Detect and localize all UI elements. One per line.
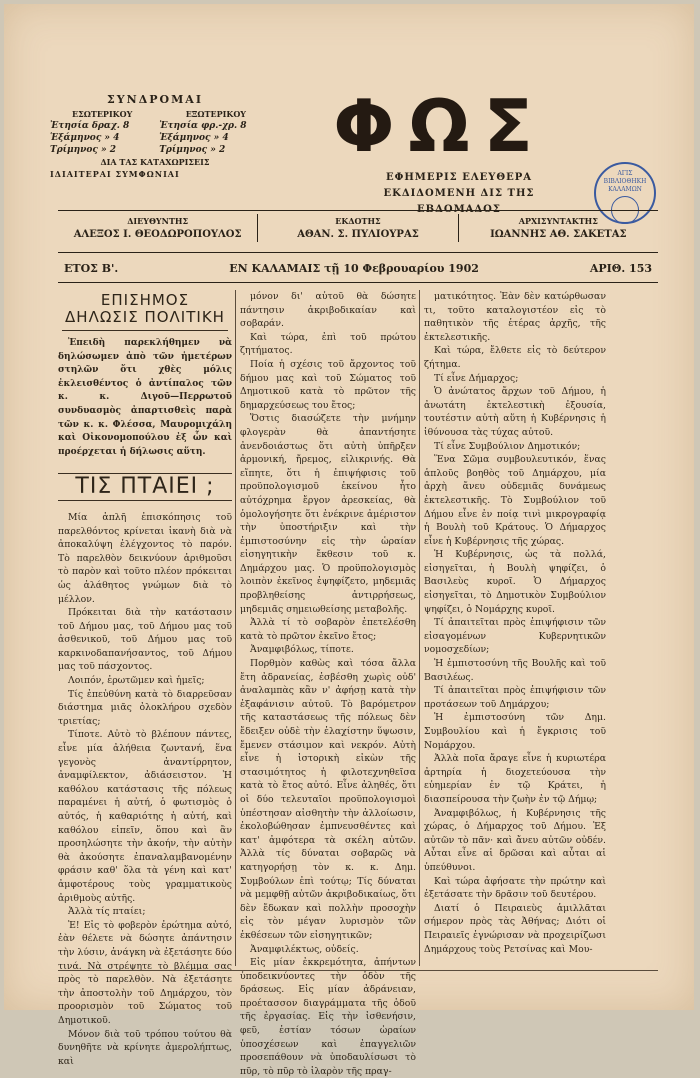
paragraph: ματικότητος. Ἐὰν δὲν κατώρθωσαν τι, τοῦτο καταλογιστέον εἰς τὸ παθητικὸν τῆς ἑτέρας ἀρχῆς, τῆς ἐκτελεστικῆς.: [424, 291, 606, 343]
divider: [58, 210, 658, 211]
divider: [58, 970, 658, 971]
paragraph: Ἀναμφιβόλως, τίποτε.: [250, 644, 354, 656]
paragraph: Καὶ τώρα, ἔλθετε εἰς τὸ δεύτερον ζήτημα.: [424, 345, 606, 370]
paragraph: Τί ἀπαιτεῖται πρὸς ἐπιψήφισιν τῶν προτάσεων τοῦ Δημάρχου;: [424, 685, 606, 710]
column-3: [424, 290, 606, 990]
subscription-row: Τρίμηνος » 2 Τρίμηνος » 2: [50, 145, 226, 155]
newspaper-page: [4, 4, 694, 1077]
issue-place-date: ΕΝ ΚΑΛΑΜΑΙΣ τῇ 10 Φεβρουαρίου 1902: [229, 262, 479, 275]
paragraph: Ἀναμφιλέκτως, οὐδείς.: [250, 943, 359, 955]
column-divider: [235, 290, 236, 966]
paragraph: Μία ἁπλῆ ἐπισκόπησις τοῦ παρελθόντος κρίνεται ἱκανὴ διὰ νὰ ἀποκαλύψη ἐλέγχοντος τὸ παρόν. Τὸ παρελθὸν δεικνύουν ἀριθμοῦσι τὸ παρὸν καὶ τοῦτο πλέον πρόκειται ὡς ἀλάθητος γνώμων διὰ τὸ μέλλον.: [58, 511, 232, 605]
issue-number: ΑΡΙΘ. 153: [589, 262, 652, 275]
masthead-subtitle: ΕΦΗΜΕΡΙΣ ΕΛΕΥΘΕΡΑ ΕΚΔΙΔΟΜΕΝΗ ΔΙΣ ΤΗΣ ΕΒΔΟΜΑΔΟΣ: [383, 172, 535, 215]
paragraph: Καὶ τώρα ἀφήσατε τὴν πρώτην καὶ ἐξετάσατε τὴν δρᾶσιν τοῦ δευτέρου.: [424, 875, 606, 901]
paragraph: μόνον δι' αὐτοῦ θὰ δώσητε πάντησιν ἀκριβοδικαίαν καὶ σοβαράν.: [240, 291, 416, 330]
column-divider: [419, 290, 420, 966]
subscriptions-title: ΣΥΝΔΡΟΜΑΙ: [107, 93, 203, 106]
column-2: [240, 290, 416, 1077]
paragraph: Ποία ἡ σχέσις τοῦ ἄρχοντος τοῦ δήμου μας καὶ τοῦ Σώματος τοῦ Δημοτικοῦ κατὰ τὸ πρῶτον τῆς δημαρχεύσεως του ἔτος;: [240, 358, 416, 411]
subscriptions-box: [50, 94, 260, 180]
paragraph: Ἡ ἐμπιστοσύνη τῆς Βουλῆς καὶ τοῦ Βασιλέως.: [424, 658, 606, 683]
paragraph: Εἰς μίαν ἐκκρεμότητα, ἀπήντων ὑποδεικνύοντες τὴν ὁδὸν τῆς δράσεως. Εἰς μίαν ἀδράνειαν, προέτασσον διαγράμματα τῆς ὁδοῦ τῆς ἐργασίας. Εἰς τὴν ἰσθενήσιν, φεῦ, ἐστίαν τόσων ὡραίων ὑποσχέσεων καὶ ἐπαγγελιῶν προσεπάθουν νὰ ὑποδαυλίσωσι τὸ πῦρ, τὸ πῦρ τὸ ἱλαρὸν τῆς πραγ-: [240, 957, 416, 1077]
subscriptions-header-right: ΕΞΩΤΕΡΙΚΟΥ: [185, 109, 246, 119]
paragraph: Τί εἶνε Συμβούλιον Δημοτικόν;: [434, 440, 581, 452]
issue-year: ΕΤΟΣ Β'.: [64, 262, 119, 275]
paragraph: Τίς ἐπεὐθύνη κατὰ τὸ διαρρεῦσαν διάστημα μιᾶς ὀλοκλήρου σχεδὸν τριετίας;: [58, 688, 232, 727]
paragraph: Μόνον διὰ τοῦ τρόπου τούτου θὰ δυνηθῆτε νὰ κρίνητε ἀμερολήπτως, καὶ: [58, 1028, 232, 1067]
paragraph: Ὅστις διασώζετε τὴν μνήμην φλογερὰν θὰ ἀπαντήσητε ἀνενδοιάστως ὅτι αὐτὴ ὑπῆρξεν ἀρμονική, ἤρεμος, εἰλικρινής. Θὰ εἴπητε, ὅτι ἡ ἐπιψήφισις τοῦ προϋπολογισμοῦ ἐκείνου ἦτο αὐτόχρημα ἔργον ἀρεσκείας, θὰ ὁμολογήσητε ὅτι ἐνέκρινε ἀμέριστον τὴν ὑποστήριξιν καὶ τὴν ἐμπιστοσύνην εἰς τὴν ὡραίαν εἰσηγητικὴν ἔκθεσιν τοῦ κ. Δημάρχου μας. Ὁ προϋπολογισμὸς λοιπὸν ἐκεῖνος ἐψηφίζετο, μηδεμιᾶς προβληθείσης ἀντιρρήσεως, μηδεμιᾶς σημειωθείσης μεταβολῆς.: [240, 413, 416, 615]
library-stamp: ΑΓΙΣ ΒΙΒΛΙΟΘΗΚΗ ΚΑΛΑΜΩΝ: [594, 162, 656, 224]
dateline: [58, 262, 658, 275]
paragraph: Διατί ὁ Πειραιεὺς ἁμιλλᾶται σήμερον πρὸς τὰς Ἀθήνας; Διότι οἱ Πειραιεῖς ἐγνώρισαν νὰ προχειρίζωσι Δημάρχους τοὺς Ρετσίνας καὶ Μου-: [424, 902, 606, 955]
paragraph: Ἀλλὰ τί τὸ σοβαρὸν ἐπετελέσθη κατὰ τὸ πρῶτον ἐκεῖνο ἔτος;: [240, 617, 416, 642]
paragraph: Ἐ! Εἰς τὸ φοβερὸν ἐρώτημα αὐτό, ἐὰν θέλετε νὰ δώσητε ἀπάντησιν τὴν λύσιν, ἀνάγκη νὰ ἐξετάσητε δύο τινά. Νὰ στρέψητε τὸ βλέμμα σας πρὸς τὸ παρελθὸν. Νὰ ἐξετάσητε τὴν ἀποστολὴν τοῦ Δημάρχου, τὸν προορισμὸν τοῦ Σώματος τοῦ Δημοτικοῦ.: [58, 919, 232, 1026]
divider: [58, 252, 658, 253]
column-1: [58, 290, 232, 1067]
paragraph: Ὁ ἀνώτατος ἄρχων τοῦ Δήμου, ἡ ἀνωτάτη ἐκτελεστικὴ ἐξουσία, τουτέστιν αὐτὴ αὕτη ἡ Κυβέρνησις ἡ ἰθύνουσα τὰς τύχας αὐτοῦ.: [424, 386, 606, 438]
subscription-row: Ἑξάμηνος » 4 Ἑξάμηνος » 4: [50, 133, 229, 143]
paragraph: Ἀλλὰ ποῖα ἄραγε εἶνε ἡ κυριωτέρα ἀρτηρία ἡ διοχετεύουσα τὴν εὐημερίαν ἐν τῷ Κράτει, ἡ διασπείρουσα τὴν ζωὴν ἐν τῷ Δήμῳ;: [424, 753, 606, 805]
staff-publisher: ΕΚΔΟΤΗΣ ΑΘΑΝ. Σ. ΠΥΛΙΟΥΡΑΣ: [257, 214, 457, 242]
staff-editor: ΑΡΧΙΣΥΝΤΑΚΤΗΣ ΙΩΑΝΝΗΣ ΑΘ. ΣΑΚΕΤΑΣ: [458, 214, 658, 242]
masthead-title: ΦΩΣ: [333, 84, 547, 168]
article-heading: ΕΠΙΣΗΜΟΣ ΔΗΛΩΣΙΣ ΠΟΛΙΤΙΚΗ: [62, 290, 228, 331]
article-heading: ΤΙΣ ΠΤΑΙΕΙ ;: [58, 473, 232, 501]
staff-director: ΔΙΕΥΘΥΝΤΗΣ ΑΛΕΞΟΣ Ι. ΘΕΟΔΩΡΟΠΟΥΛΟΣ: [73, 216, 242, 240]
article-lead: Ἐπειδὴ παρεκλήθημεν νὰ δηλώσωμεν ἀπὸ τῶν ἡμετέρων στηλῶν ὅτι χθὲς μόλις ἐκλεισθέντος ὁ ἀντίπαλος τῶν κ. κ. Διγοῦ—Περρωτοῦ συνδυασμὸς ἀπαρτισθεὶς παρὰ τῶν κ. κ. Φλέσσα, Μαυρομιχάλη καὶ Οἰκονομοπούλου ἐξ ὧν καὶ προέρχεται ἡ δήλωσις αὕτη.: [58, 338, 232, 457]
staff-box: [58, 214, 658, 242]
paragraph: Τίποτε. Αὐτὸ τὸ βλέπουν πάντες, εἶνε μία ἀλήθεια ζωντανή, ἕνα γεγονὸς ἀναντίρρητον, ἀναμφίλεκτον, ἀδιάσειστον. Ἡ καθόλου κατάστασις τῆς πόλεως παραμένει ἡ αὐτή, ὁ φωτισμὸς ὁ αὐτός, ἡ καθαριότης ἡ αὐτή, καὶ καθόλου εἰπεῖν, ὅπου καὶ ἂν προσηλώσητε τὴν ἀκοήν, τὴν αὐτὴν θὰ ἀκούσητε ἐπαναλαμβανομένην φράσιν καθ' ὅλα τὰ γένη καὶ κατ' ἀμφοτέρους τοὺς γραμματικοὺς ἀριθμοὺς αὐτῆς.: [58, 729, 232, 904]
subscription-row: Ἐτησία δραχ. 8 Ἐτησία φρ.-χρ. 8: [50, 121, 247, 131]
paragraph: Ἡ Κυβέρνησις, ὡς τὰ πολλά, εἰσηγεῖται, ἡ Βουλὴ ψηφίζει, ὁ Βασιλεὺς κυροῖ. Ὁ Δήμαρχος εἰσηγεῖται, τὸ Δημοτικὸν Συμβούλιον ψηφίζει, ὁ Νομάρχης κυροῖ.: [424, 549, 606, 615]
paragraph: Ἀλλὰ τίς πταίει;: [68, 906, 146, 918]
paragraph: Καὶ τώρα, ἐπὶ τοῦ πρώτου ζητήματος.: [240, 331, 416, 357]
paragraph: Λοιπόν, ἐρωτῶμεν καὶ ἡμεῖς;: [68, 675, 205, 687]
paragraph: Τί ἀπαιτεῖται πρὸς ἐπιψήφισιν τῶν εἰσαγομένων Κυβερνητικῶν νομοσχεδίων;: [424, 617, 606, 656]
paragraph: Πρόκειται διὰ τὴν κατάστασιν τοῦ Δήμου μας, τοῦ Δήμου μας τοῦ ἀσθενικοῦ, τοῦ Δήμου μας τοῦ καρκινοδαπανήσαντος, τοῦ Δήμου μας τοῦ πάσχοντος.: [58, 607, 232, 673]
paragraph: Τί εἶνε Δήμαρχος;: [434, 372, 519, 384]
paragraph: Ἀναμφιβόλως, ἡ Κυβέρνησις τῆς χώρας, ὁ Δήμαρχος τοῦ Δήμου. Ἐξ αὐτῶν τὸ πᾶν· καὶ ἄνευ αὐτῶν οὐδέν. Αὗται εἶνε αἱ δρῶσαι καὶ αὗται αἱ ὑπεύθυνοι.: [424, 807, 606, 873]
paragraph: Πορθμὸν καθὼς καὶ τόσα ἄλλα ἔτη ἀδρανείας, ἐσβέσθη χωρὶς οὐδ' ἀναλαμπὰς κἂν ν' ἀφήσῃ κατὰ τὴν ἐξαφάνισιν αὐτοῦ. Τὸ βαρόμετρον τῆς καταστάσεως τῆς πόλεως δὲν ἔδειξεν οὐδὲ τὴν ἐλαχίστην ὕψωσιν, ἔμενεν στάσιμον καὶ νεκρόν. Αὐτὴ εἶνε ἡ ἱστορικὴ εἰκὼν τῆς στασιμότητος ἡ φιλοτεχνηθεῖσα κατὰ τὸ ἔτος αὐτό. Εἶνε ἀληθές, ὅτι οἱ δύο τελευταῖοι προϋπολογισμοὶ ὑπέστησαν αἰσθητὴν τὴν ἀλλοίωσιν, ἐκολοβώθησαν ἐμπνευσθέντες καὶ κατ' ἀμφότερα τὰ σκέλη αὐτῶν. Ἀλλὰ τίς δύναται σοβαρῶς νὰ κατηγορήσῃ τὸν κ. κ. Δημ. Συμβούλων ἐπὶ τούτῳ; Τίς δύναται νὰ μεμφθῇ αὐτῶν ἀκριβοδικαίως, ὅτι δὲν ἔδωκαν καὶ πολλὴν προσοχὴν εἰς τὸν μέγαν λυρισμὸν τῶν ἐκθέσεων τῶν εἰσηγητικῶν;: [240, 658, 416, 941]
paragraph: Ἡ ἐμπιστοσύνη τῶν Δημ. Συμβουλίου καὶ ἡ ἔγκρισις τοῦ Νομάρχου.: [424, 712, 606, 751]
subscriptions-header-left: ΕΣΩΤΕΡΙΚΟΥ: [72, 109, 133, 119]
paragraph: Ἕνα Σῶμα συμβουλευτικόν, ἕνας ἁπλοῦς βοηθὸς τοῦ Δημάρχου, μία ἀρχὴ ἄνευ οὐδεμιᾶς δυνάμεως ἐκτελεστικῆς. Τὸ Συμβούλιον τοῦ Δήμου εἶνε ἐν ποίᾳ τινὶ μικρογραφίᾳ ἡ Βουλὴ τοῦ Κράτους. Ὁ Δήμαρχος εἶνε ἡ Κυβέρνησις τῆς χώρας.: [424, 454, 606, 547]
divider: [58, 282, 658, 283]
ads-value: ΙΔΙΑΙΤΕΡΑΙ ΣΥΜΦΩΝΙΑΙ: [50, 169, 180, 179]
ads-label: ΔΙΑ ΤΑΣ ΚΑΤΑΧΩΡΙΣΕΙΣ: [100, 157, 210, 167]
